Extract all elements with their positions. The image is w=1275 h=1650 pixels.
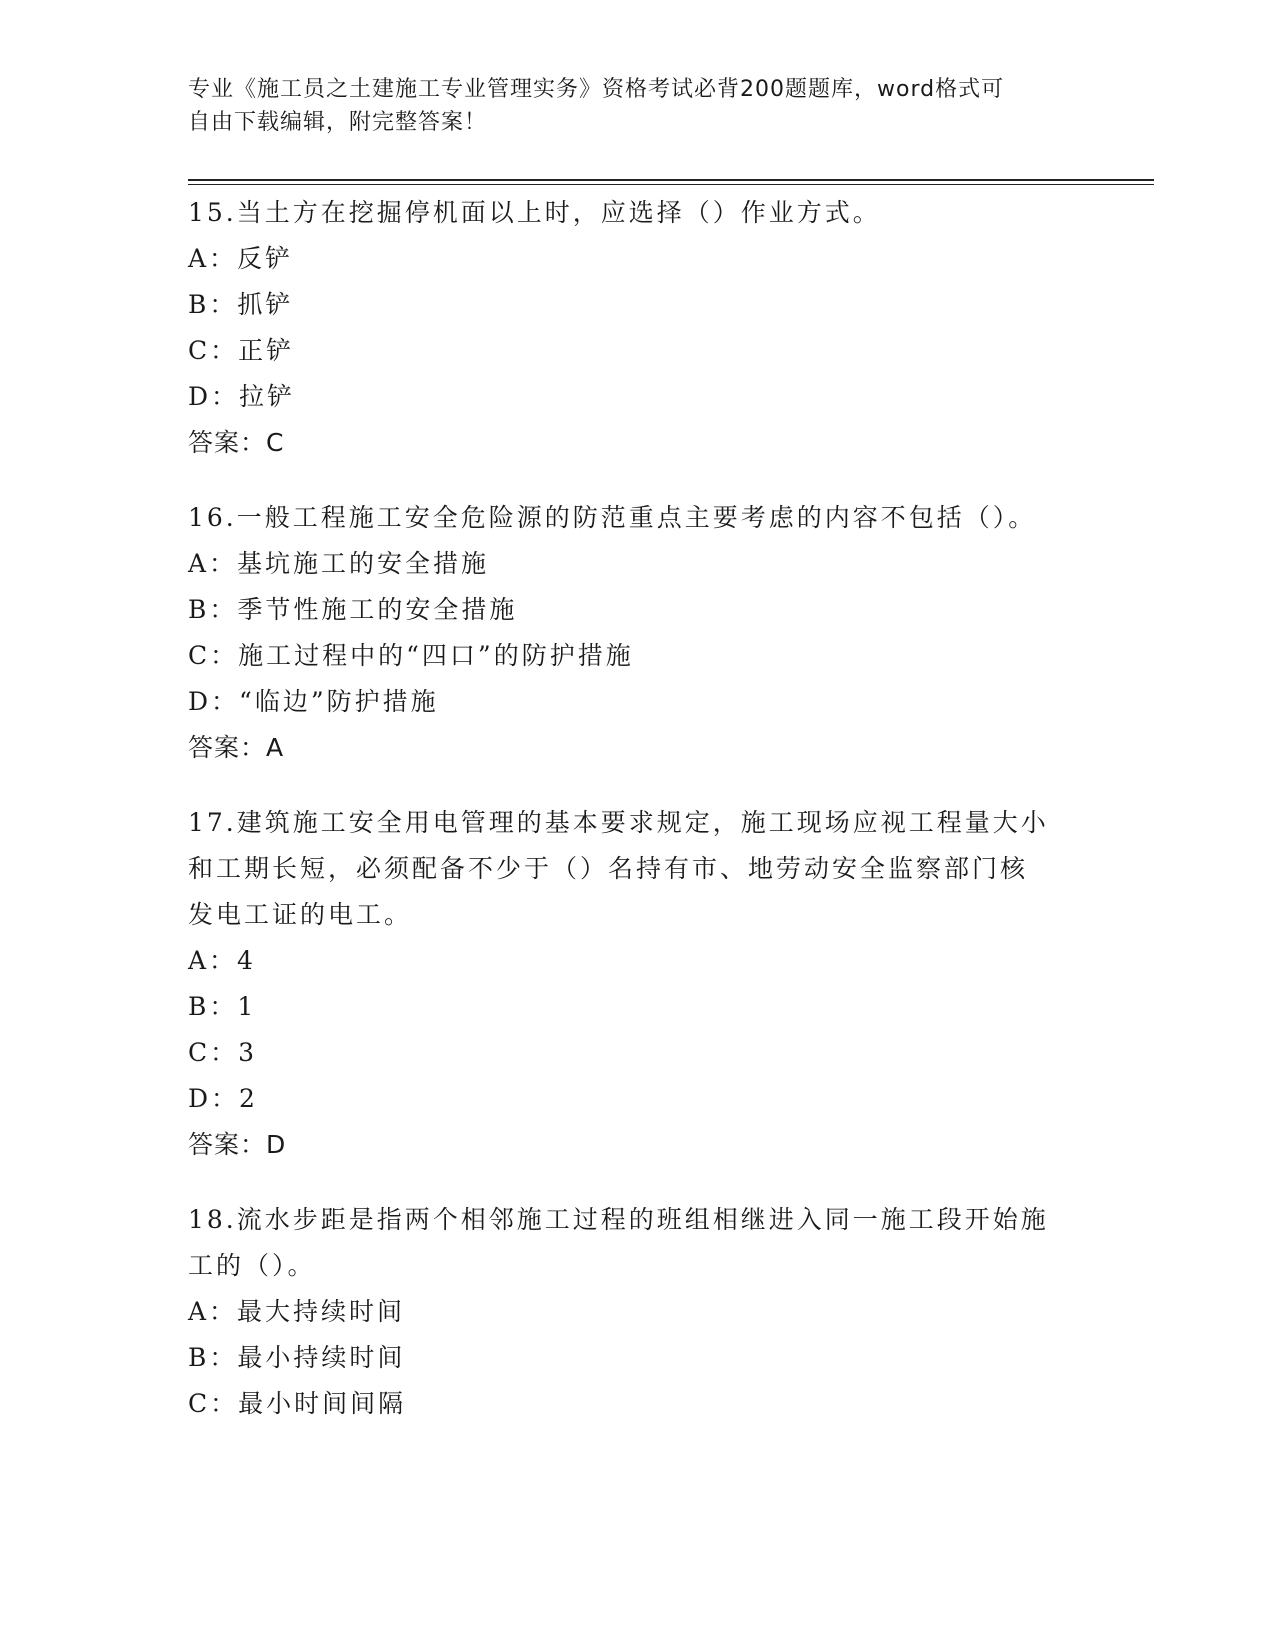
question-text [188,495,1088,541]
question-text-line: 发电工证的电工。 [188,900,413,929]
header-line-1: 专业《施工员之土建施工专业管理实务》资格考试必背200题题库，word格式可 [188,77,1005,102]
option-c: C：施工过程中的“四口”的防护措施 [188,641,634,670]
option-d: D：“临边”防护措施 [188,687,439,716]
question-number: 16. [188,503,237,532]
header-divider-thin [188,184,1154,185]
question-text-line: 一般工程施工安全危险源的防范重点主要考虑的内容不包括（）。 [236,503,1037,532]
header-line-2: 自由下载编辑，附完整答案！ [188,110,488,135]
answer-line: 答案：A [188,733,285,762]
question-16 [188,495,1088,771]
question-text-line: 建筑施工安全用电管理的基本要求规定，施工现场应视工程量大小 [236,808,1049,837]
option-b: B：抓铲 [188,290,294,319]
question-list [188,190,1088,1456]
question-number: 15. [188,198,237,227]
question-text-line: 和工期长短，必须配备不少于（）名持有市、地劳动安全监察部门核 [188,854,1029,883]
option-a: A：基坑施工的安全措施 [188,549,490,578]
option-c: C：3 [188,1038,258,1067]
question-number: 17. [188,808,237,837]
option-a: A：最大持续时间 [188,1297,406,1326]
question-text [188,800,1088,846]
question-text-line: 当土方在挖掘停机面以上时，应选择（）作业方式。 [236,198,881,227]
question-number: 18. [188,1205,237,1234]
option-b: B：季节性施工的安全措施 [188,595,518,624]
option-a: A：反铲 [188,244,294,273]
answer-line: 答案：C [188,428,285,457]
document-header [188,73,1088,139]
option-c: C：最小时间间隔 [188,1389,407,1418]
question-18 [188,1197,1088,1427]
option-d: D：拉铲 [188,382,296,411]
question-text-line: 工的（）。 [188,1251,316,1280]
option-b: B：1 [188,992,257,1021]
question-text [188,1197,1088,1243]
question-15 [188,190,1088,466]
question-17 [188,800,1088,1168]
option-d: D：2 [188,1084,258,1113]
option-a: A：4 [188,946,256,975]
option-b: B：最小持续时间 [188,1343,406,1372]
option-c: C：正铲 [188,336,295,365]
header-divider [188,179,1154,181]
question-text [188,190,1088,236]
answer-line: 答案：D [188,1130,287,1159]
question-text-line: 流水步距是指两个相邻施工过程的班组相继进入同一施工段开始施 [236,1205,1049,1234]
